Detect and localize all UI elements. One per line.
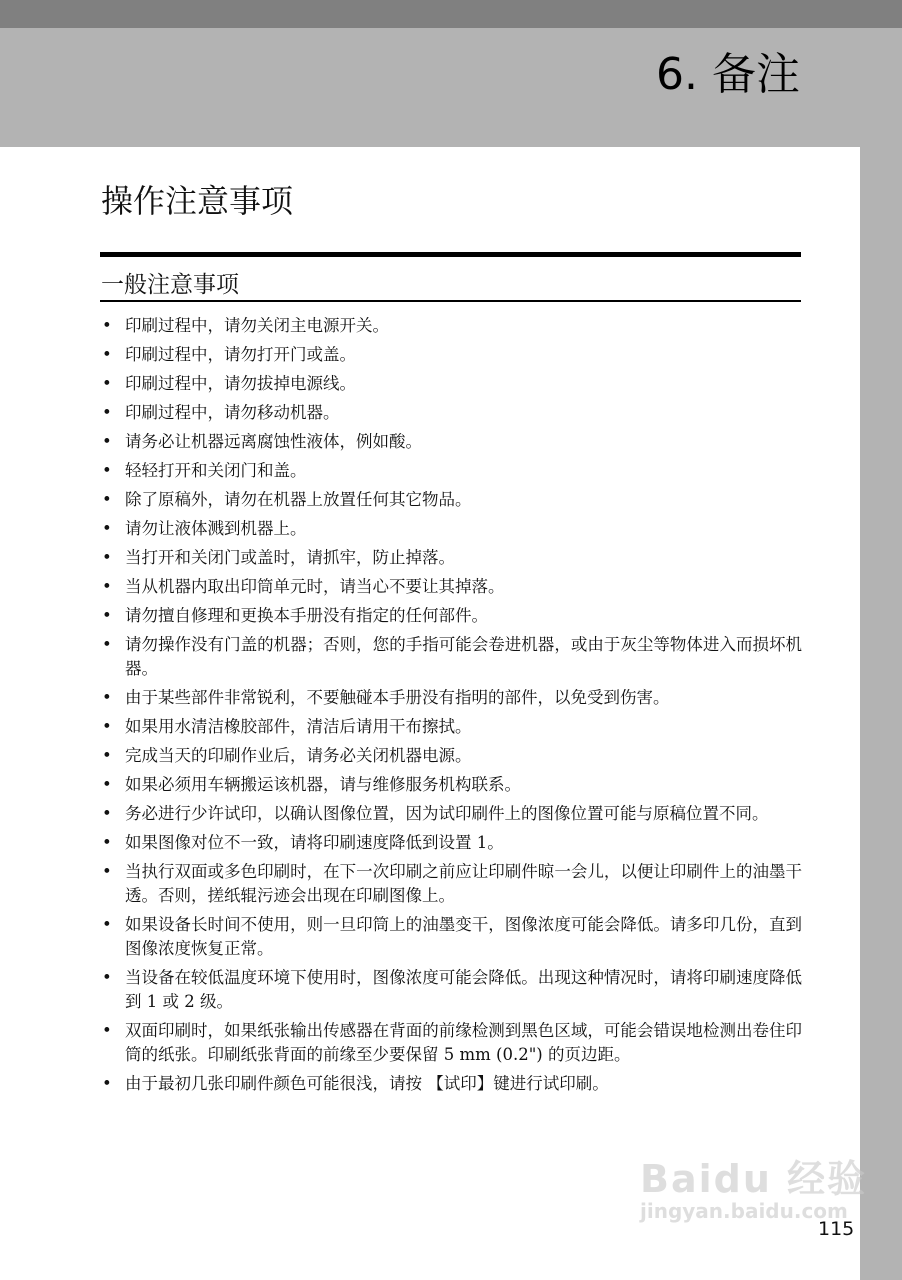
list-item-text: 印刷过程中，请勿移动机器。	[125, 403, 340, 422]
list-item	[100, 802, 802, 826]
right-margin-strip	[860, 147, 902, 1280]
section-divider	[100, 252, 801, 257]
bullet-icon: •	[102, 461, 112, 480]
bullet-icon: •	[102, 635, 112, 654]
list-item	[100, 488, 802, 512]
list-item-text: 完成当天的印刷作业后，请务必关闭机器电源。	[125, 746, 472, 765]
list-item	[100, 744, 802, 768]
list-item-text: 印刷过程中，请勿打开门或盖。	[125, 345, 356, 364]
bullet-icon: •	[102, 548, 112, 567]
subsection-divider	[100, 300, 801, 302]
list-item-text: 当从机器内取出印筒单元时，请当心不要让其掉落。	[125, 577, 505, 596]
subsection-title: 一般注意事项	[101, 272, 239, 298]
list-item-text: 由于最初几张印刷件颜色可能很浅，请按 【试印】键进行试印刷。	[125, 1074, 609, 1093]
list-item	[100, 343, 802, 367]
list-item-text: 如果设备长时间不使用，则一旦印筒上的油墨变干，图像浓度可能会降低。请多印几份，直到图像浓度恢复正常。	[125, 915, 802, 958]
list-item-text: 当打开和关闭门或盖时，请抓牢，防止掉落。	[125, 548, 455, 567]
bullet-icon: •	[102, 519, 112, 538]
bullet-icon: •	[102, 775, 112, 794]
list-item	[100, 546, 802, 570]
list-item	[100, 372, 802, 396]
list-item	[100, 604, 802, 628]
list-item	[100, 966, 802, 1014]
list-item	[100, 575, 802, 599]
list-item	[100, 517, 802, 541]
bullet-icon: •	[102, 688, 112, 707]
section-title: 操作注意事项	[101, 182, 294, 220]
list-item-text: 由于某些部件非常锐利，不要触碰本手册没有指明的部件，以免受到伤害。	[125, 688, 670, 707]
list-item	[100, 401, 802, 425]
bullet-icon: •	[102, 490, 112, 509]
list-item-text: 请勿让液体溅到机器上。	[125, 519, 307, 538]
list-item-text: 当执行双面或多色印刷时，在下一次印刷之前应让印刷件晾一会儿，以便让印刷件上的油墨干透。否则，搓纸辊污迹会出现在印刷图像上。	[125, 862, 802, 905]
watermark-logo: Baidu 经验	[640, 1157, 868, 1201]
list-item	[100, 773, 802, 797]
list-item-text: 印刷过程中，请勿拔掉电源线。	[125, 374, 356, 393]
list-item-text: 请勿擅自修理和更换本手册没有指定的任何部件。	[125, 606, 488, 625]
baidu-watermark	[640, 1148, 867, 1223]
top-bar	[0, 0, 902, 28]
list-item-text: 双面印刷时，如果纸张输出传感器在背面的前缘检测到黑色区域，可能会错误地检测出卷住印筒的纸张。印刷纸张背面的前缘至少要保留 5 mm (0.2") 的页边距。	[125, 1021, 802, 1064]
list-item	[100, 459, 802, 483]
bullet-icon: •	[102, 968, 112, 987]
list-item	[100, 633, 802, 681]
list-item-text: 如果用水清洁橡胶部件，清洁后请用干布擦拭。	[125, 717, 472, 736]
bullet-icon: •	[102, 345, 112, 364]
bullet-icon: •	[102, 1021, 112, 1040]
list-item-text: 印刷过程中，请勿关闭主电源开关。	[125, 316, 389, 335]
bullet-icon: •	[102, 1074, 112, 1093]
list-item-text: 轻轻打开和关闭门和盖。	[125, 461, 307, 480]
list-item-text: 除了原稿外，请勿在机器上放置任何其它物品。	[125, 490, 472, 509]
bullet-icon: •	[102, 804, 112, 823]
bullet-icon: •	[102, 717, 112, 736]
list-item	[100, 715, 802, 739]
list-item-text: 务必进行少许试印，以确认图像位置，因为试印刷件上的图像位置可能与原稿位置不同。	[125, 804, 769, 823]
bullet-icon: •	[102, 862, 112, 881]
watermark-url: jingyan.baidu.com	[640, 1199, 848, 1223]
bullet-icon: •	[102, 432, 112, 451]
bullet-icon: •	[102, 577, 112, 596]
list-item	[100, 686, 802, 710]
bullet-icon: •	[102, 374, 112, 393]
list-item	[100, 430, 802, 454]
bullet-icon: •	[102, 606, 112, 625]
list-item-text: 如果必须用车辆搬运该机器，请与维修服务机构联系。	[125, 775, 521, 794]
chapter-title: 6. 备注	[656, 49, 800, 100]
list-item-text: 请务必让机器远离腐蚀性液体，例如酸。	[125, 432, 422, 451]
precautions-list	[100, 314, 802, 1101]
list-item	[100, 314, 802, 338]
bullet-icon: •	[102, 746, 112, 765]
list-item	[100, 1072, 802, 1096]
list-item	[100, 913, 802, 961]
list-item-text: 如果图像对位不一致，请将印刷速度降低到设置 1。	[125, 833, 504, 852]
bullet-icon: •	[102, 316, 112, 335]
page-number: 115	[818, 1218, 855, 1240]
list-item-text: 请勿操作没有门盖的机器；否则，您的手指可能会卷进机器，或由于灰尘等物体进入而损坏机器。	[125, 635, 802, 678]
bullet-icon: •	[102, 403, 112, 422]
bullet-icon: •	[102, 915, 112, 934]
list-item	[100, 1019, 802, 1067]
list-item-text: 当设备在较低温度环境下使用时，图像浓度可能会降低。出现这种情况时，请将印刷速度降低到 1 或 2 级。	[125, 968, 802, 1011]
list-item	[100, 860, 802, 908]
bullet-icon: •	[102, 833, 112, 852]
list-item	[100, 831, 802, 855]
